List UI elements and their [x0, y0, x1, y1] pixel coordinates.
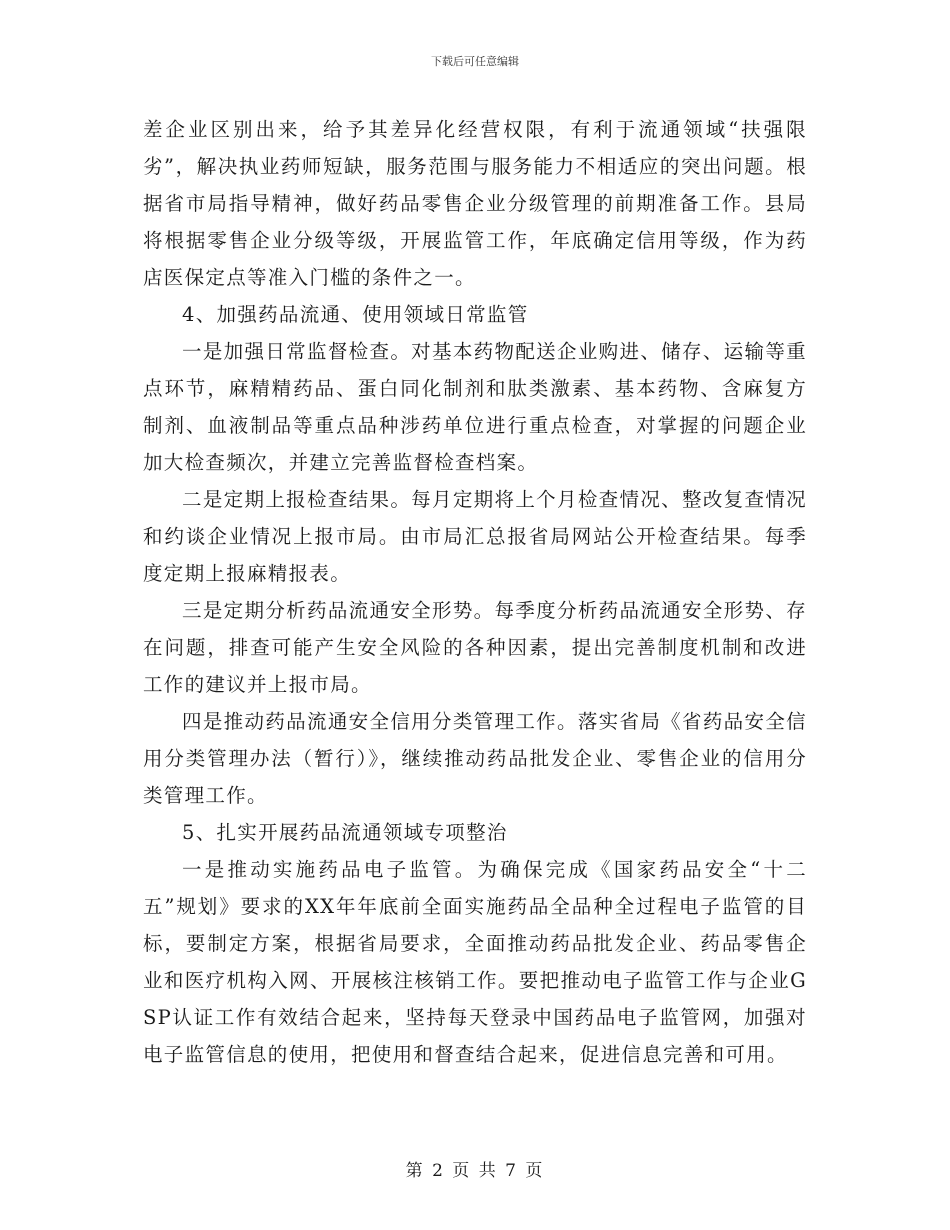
document-body [143, 111, 807, 1073]
page-number-footer: 第 2 页 共 7 页 [405, 1161, 545, 1181]
paragraph-electronic-supervision: 一是推动实施药品电子监管。为确保完成《国家药品安全“十二五”规划》要求的XX年年底前全面实施药品全品种全过程电子监管的目标，要制定方案，根据省局要求，全面推动药品批发企业、药品零售企业和医疗机构入网、开展核注核销工作。要把推动电子监管工作与企业GSP认证工作有效结合起来，坚持每天登录中国药品电子监管网，加强对电子监管信息的使用，把使用和督查结合起来，促进信息完善和可用。 [143, 858, 807, 1066]
page-header: 下载后可任意编辑 [431, 55, 519, 68]
paragraph-continuation: 差企业区别出来，给予其差异化经营权限，有利于流通领域“扶强限劣”，解决执业药师短缺，服务范围与服务能力不相适应的突出问题。根据省市局指导精神，做好药品零售企业分级管理的前期准备工作。县局将根据零售企业分级等级，开展监管工作，年底确定信用等级，作为药店医保定点等准入门槛的条件之一。 [143, 118, 807, 289]
section-heading-4: 4、加强药品流通、使用领域日常监管 [182, 303, 529, 326]
section-heading-5: 5、扎实开展药品流通领域专项整治 [182, 821, 508, 844]
paragraph-credit-management: 四是推动药品流通安全信用分类管理工作。落实省局《省药品安全信用分类管理办法（暂行）》，继续推动药品批发企业、零售企业的信用分类管理工作。 [143, 710, 807, 807]
paragraph-safety-analysis: 三是定期分析药品流通安全形势。每季度分析药品流通安全形势、存在问题，排查可能产生安全风险的各种因素，提出完善制度机制和改进工作的建议并上报市局。 [143, 599, 807, 696]
paragraph-daily-inspection: 一是加强日常监督检查。对基本药物配送企业购进、储存、运输等重点环节，麻精精药品、蛋白同化制剂和肽类激素、基本药物、含麻复方制剂、血液制品等重点品种涉药单位进行重点检查，对掌握的问题企业加大检查频次，并建立完善监督检查档案。 [143, 340, 807, 474]
paragraph-report-results: 二是定期上报检查结果。每月定期将上个月检查情况、整改复查情况和约谈企业情况上报市局。由市局汇总报省局网站公开检查结果。每季度定期上报麻精报表。 [143, 488, 807, 585]
